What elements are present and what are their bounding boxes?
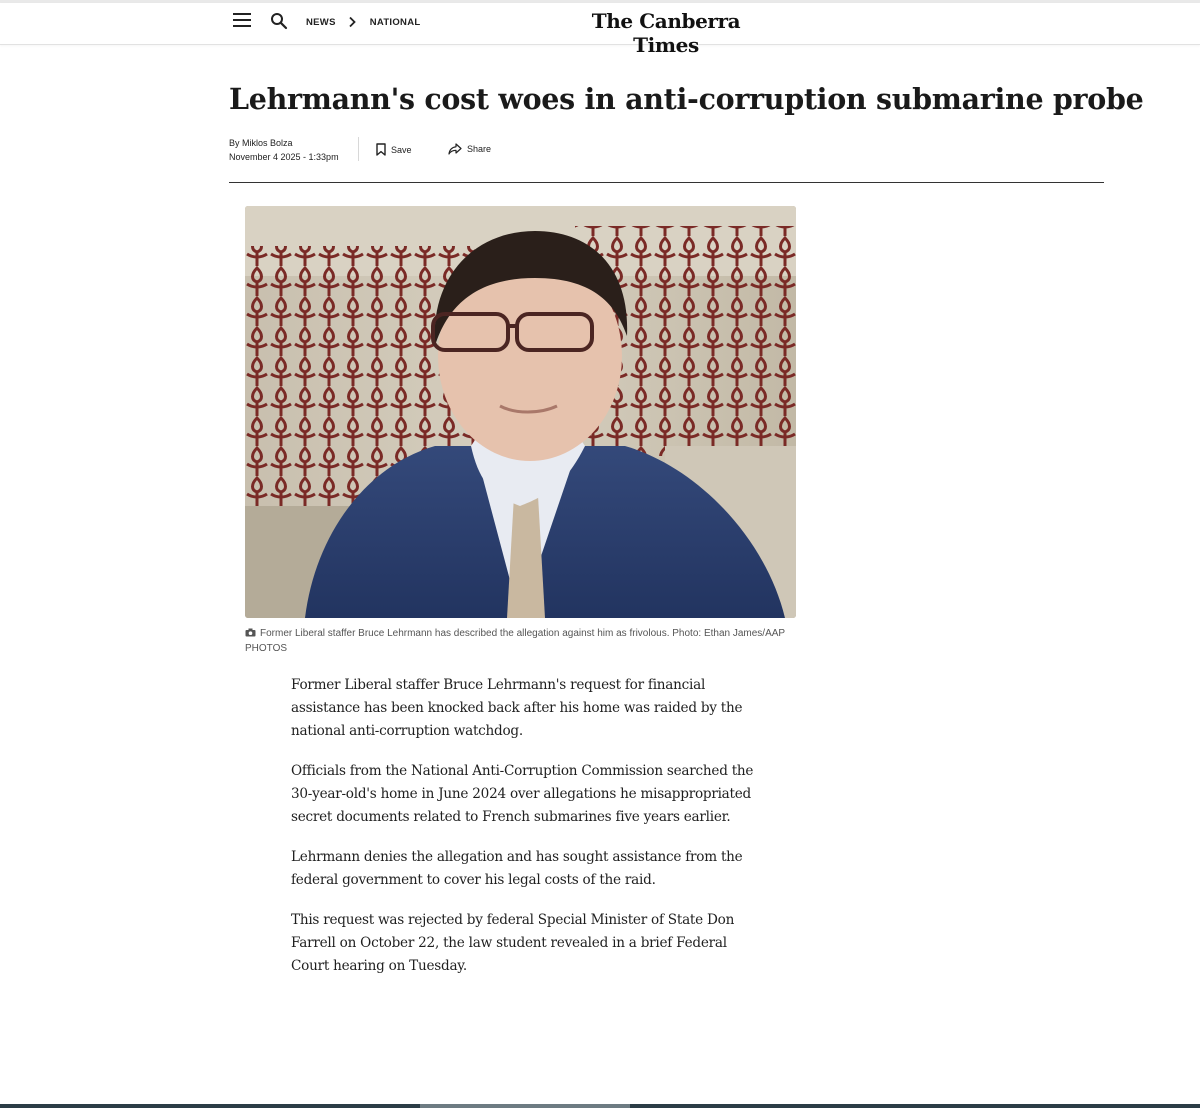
paragraph: Officials from the National Anti-Corruption Commission searched the 30-year-old's home in June 2024 over allegations he misappropriated secret documents related to French submarines five years earlier. (291, 763, 754, 825)
hamburger-menu-icon (233, 13, 251, 15)
caption-text: Former Liberal staffer Bruce Lehrmann has described the allegation against him as frivolous. Photo: Ethan James/AAP PHOTOS (245, 628, 785, 654)
paragraph: Lehrmann denies the allegation and has sought assistance from the federal government to cover his legal costs of the raid. (291, 849, 743, 888)
paragraph: Former Liberal staffer Bruce Lehrmann's request for financial assistance has been knocked back after his home was raided by the national anti-corruption watchdog. (291, 677, 743, 739)
meta-divider (358, 137, 359, 161)
photo-caption (245, 627, 805, 656)
search-button[interactable] (270, 12, 290, 32)
bottom-bar-segment (420, 1104, 630, 1108)
share-button[interactable] (448, 143, 491, 155)
hamburger-menu-icon (233, 19, 251, 21)
paragraph: This request was rejected by federal Special Minister of State Don Farrell on October 22, the law student revealed in a brief Federal Court hearing on Tuesday. (291, 912, 735, 974)
header-rule (229, 182, 1104, 183)
bottom-bar (0, 1104, 1200, 1108)
menu-button[interactable] (233, 13, 253, 31)
save-label: Save (391, 144, 412, 155)
share-arrow-icon (448, 143, 462, 155)
byline[interactable]: By Miklos Bolza (229, 138, 293, 148)
share-label: Share (467, 144, 492, 154)
article-photo (245, 206, 796, 618)
breadcrumb-news[interactable]: NEWS (306, 16, 336, 28)
search-icon (270, 12, 288, 30)
camera-icon (245, 628, 256, 637)
breadcrumb-national[interactable]: NATIONAL (369, 16, 421, 28)
bookmark-icon (376, 143, 386, 156)
article-body (291, 674, 756, 995)
breadcrumb (306, 16, 420, 28)
publish-date: November 4 2025 - 1:33pm (229, 152, 339, 162)
site-header (0, 3, 1200, 57)
hamburger-menu-icon (233, 25, 251, 27)
masthead-logo[interactable]: The Canberra Times (591, 9, 741, 57)
save-button[interactable] (376, 143, 412, 156)
article-headline: Lehrmann's cost woes in anti-corruption submarine probe (229, 82, 1144, 116)
article-meta (229, 136, 339, 164)
chevron-right-icon (348, 16, 356, 28)
